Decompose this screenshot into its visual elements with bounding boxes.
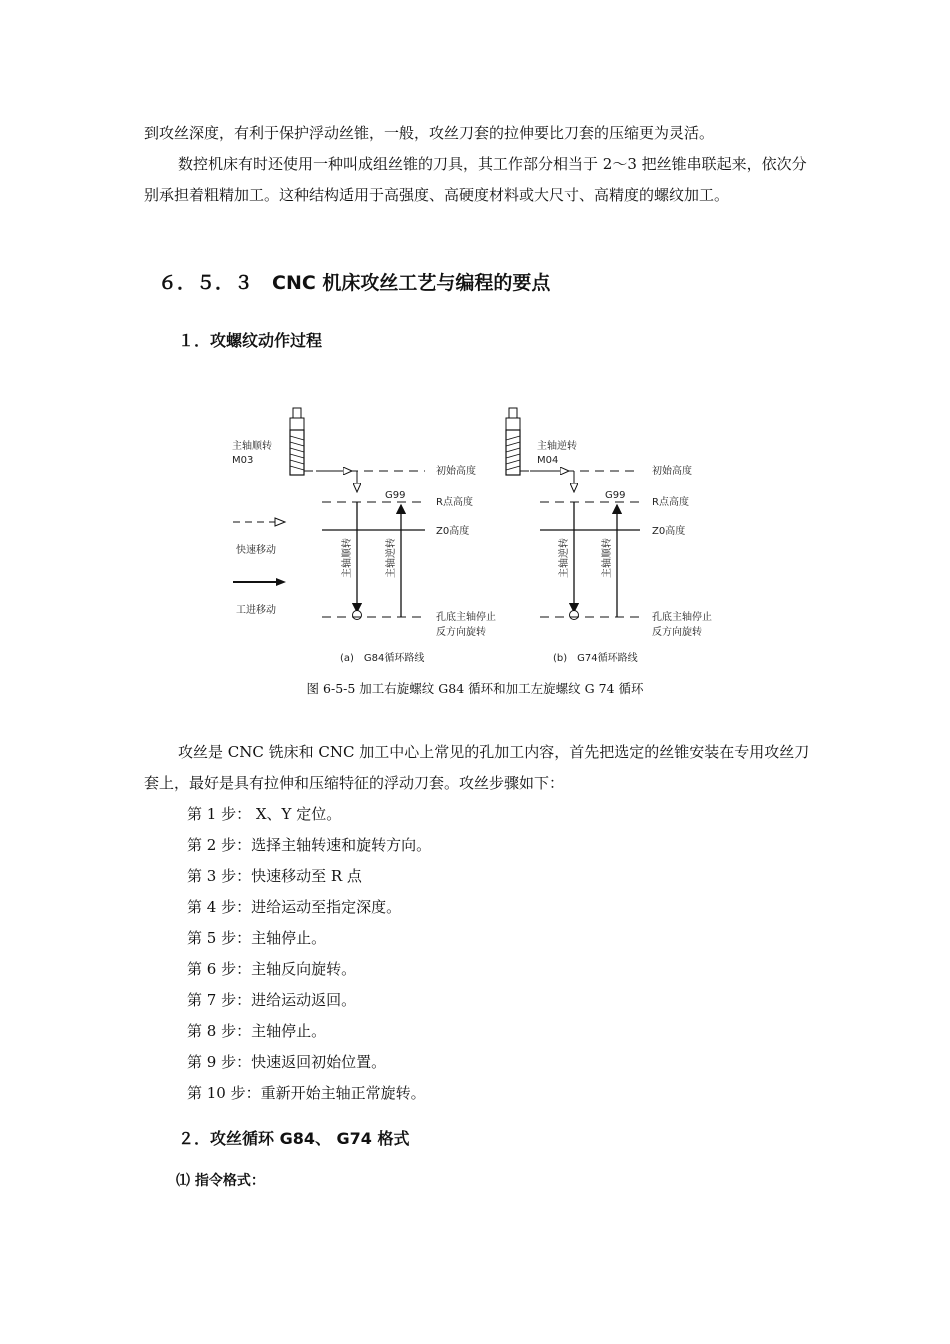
right-z0-level: Z0高度 (652, 526, 686, 537)
legend-rapid-label: 快速移动 (236, 545, 276, 556)
legend-feed-label: 工进移动 (236, 605, 276, 616)
step-item: 第 2 步：选择主轴转速和旋转方向。 (187, 836, 432, 854)
right-up-label: 主轴顺转 (602, 538, 613, 578)
instruction-format-heading: ⑴ 指令格式： (176, 1173, 265, 1189)
left-sub-caption: (a) G84循环路线 (340, 653, 425, 664)
step-item: 第 8 步：主轴停止。 (187, 1022, 327, 1040)
right-bottom-line1: 孔底主轴停止 (652, 612, 712, 623)
left-initial-level: 初始高度 (436, 466, 476, 477)
left-spindle-label: 主轴顺转 (232, 441, 272, 452)
step-item: 第 1 步： X、Y 定位。 (187, 805, 342, 823)
left-tap-tool (290, 408, 304, 475)
right-g99-label: G99 (605, 490, 626, 501)
right-initial-level: 初始高度 (652, 466, 692, 477)
step-item: 第 6 步：主轴反向旋转。 (187, 960, 357, 978)
subsection-title-1: １．攻螺纹动作过程 (178, 331, 323, 350)
left-down-label: 主轴顺转 (342, 538, 353, 578)
step-item: 第 7 步：进给运动返回。 (187, 991, 357, 1009)
section-title: ６．５．３ CNC 机床攻丝工艺与编程的要点 (158, 272, 551, 294)
step-item: 第 10 步：重新开始主轴正常旋转。 (187, 1084, 426, 1102)
intro-paragraph-1: 到攻丝深度，有利于保护浮动丝锥，一般，攻丝刀套的拉伸要比刀套的压缩更为灵活。 (144, 124, 715, 142)
right-bottom-line2: 反方向旋转 (652, 627, 702, 638)
figure-caption: 图 6-5-5 加工右旋螺纹 G84 循环和加工左旋螺纹 G 74 循环 (306, 681, 644, 696)
subsection-title-2: ２．攻丝循环 G84、 G74 格式 (178, 1129, 410, 1148)
right-r-level: R点高度 (652, 497, 689, 508)
step-item: 第 5 步：主轴停止。 (187, 929, 327, 947)
right-tap-tool (506, 408, 520, 475)
body-paragraph: 攻丝是 CNC 铣床和 CNC 加工中心上常见的孔加工内容，首先把选定的丝锥安装在专用攻丝刀套上，最好是具有拉伸和压缩特征的浮动刀套。攻丝步骤如下： (144, 743, 810, 792)
right-sub-caption: (b) G74循环路线 (553, 653, 638, 664)
intro-paragraph-2: 数控机床有时还使用一种叫成组丝锥的刀具，其工作部分相当于 2～3 把丝锥串联起来，依次分别承担着粗精加工。这种结构适用于高强度、高硬度材料或大尺寸、高精度的螺纹加工。 (144, 155, 807, 204)
right-down-label: 主轴逆转 (559, 538, 570, 578)
right-spindle-code: M04 (537, 455, 559, 466)
left-z0-level: Z0高度 (436, 526, 470, 537)
left-up-label: 主轴逆转 (386, 538, 397, 578)
left-bottom-line2: 反方向旋转 (436, 627, 486, 638)
left-spindle-code: M03 (232, 455, 254, 466)
left-g99-label: G99 (385, 490, 406, 501)
left-bottom-line1: 孔底主轴停止 (436, 612, 496, 623)
left-r-level: R点高度 (436, 497, 473, 508)
step-item: 第 3 步：快速移动至 R 点 (187, 867, 362, 885)
right-spindle-label: 主轴逆转 (537, 441, 577, 452)
step-item: 第 4 步：进给运动至指定深度。 (187, 898, 402, 916)
step-item: 第 9 步：快速返回初始位置。 (187, 1053, 387, 1071)
